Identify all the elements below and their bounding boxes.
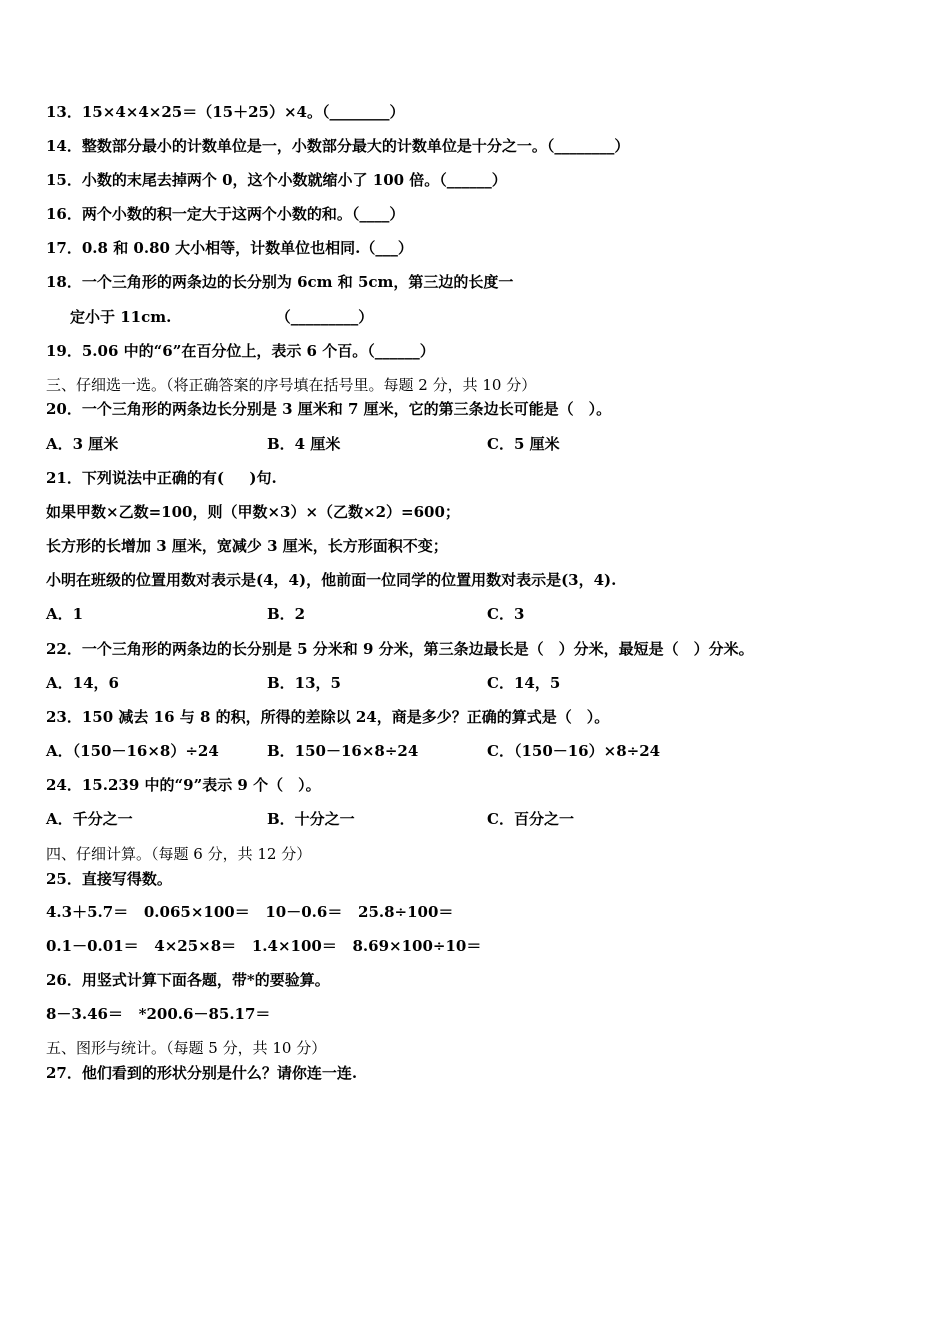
section-3-title: 三、仔细选一选。（将正确答案的序号填在括号里。每题 2 分，共 10 分） [46,376,537,394]
section-5-title: 五、图形与统计。（每题 5 分，共 10 分） [46,1039,327,1057]
question-18-line2: 定小于 11cm. （_________） [70,308,374,326]
question-21-option-c: C．3 [487,605,525,623]
question-20-option-b: B．4 厘米 [267,435,341,453]
question-25-row-1: 4.3＋5.7＝ 0.065×100＝ 10－0.6＝ 25.8÷100＝ [46,903,454,921]
question-23-option-b: B．150－16×8÷24 [267,742,419,760]
question-20-stem: 20．一个三角形的两条边长分别是 3 厘米和 7 厘米，它的第三条边长可能是（ ）。 [46,400,612,418]
question-23-option-c: C．（150－16）×8÷24 [487,742,661,760]
question-23-stem: 23．150 减去 16 与 8 的积，所得的差除以 24，商是多少？正确的算式是（ ）。 [46,708,610,726]
question-26-stem: 26．用竖式计算下面各题，带*的要验算。 [46,971,330,989]
question-24-option-b: B．十分之一 [267,810,355,828]
question-22-option-a: A．14，6 [46,674,119,692]
section-4-title: 四、仔细计算。（每题 6 分，共 12 分） [46,845,312,863]
question-24-option-a: A．千分之一 [46,810,133,828]
question-21-option-b: B．2 [267,605,306,623]
question-20-option-a: A．3 厘米 [46,435,119,453]
question-25-stem: 25．直接写得数。 [46,870,172,888]
question-17: 17．0.8 和 0.80 大小相等，计数单位也相同.（___） [46,239,413,257]
question-24-option-c: C．百分之一 [487,810,574,828]
question-27-stem: 27．他们看到的形状分别是什么？请你连一连. [46,1064,358,1082]
question-22-option-b: B．13，5 [267,674,341,692]
question-21-statement-1: 如果甲数×乙数=100，则（甲数×3）×（乙数×2）=600； [46,503,460,521]
question-23-option-a: A．（150－16×8）÷24 [46,742,219,760]
question-21-statement-2: 长方形的长增加 3 厘米，宽减少 3 厘米，长方形面积不变； [46,537,448,555]
question-20-option-c: C．5 厘米 [487,435,560,453]
question-21-stem: 21．下列说法中正确的有( )句. [46,469,277,487]
question-16: 16．两个小数的积一定大于这两个小数的和。（____） [46,205,405,223]
question-19: 19．5.06 中的“6”在百分位上，表示 6 个百。（______） [46,342,435,360]
question-24-stem: 24．15.239 中的“9”表示 9 个（ ）。 [46,776,321,794]
question-26-row: 8－3.46＝ *200.6－85.17＝ [46,1005,271,1023]
question-18-line1: 18．一个三角形的两条边的长分别为 6cm 和 5cm，第三边的长度一 [46,273,514,291]
question-21-statement-3: 小明在班级的位置用数对表示是(4，4)，他前面一位同学的位置用数对表示是(3，4). [46,571,617,589]
question-21-option-a: A．1 [46,605,84,623]
question-15: 15．小数的末尾去掉两个 0，这个小数就缩小了 100 倍。（______） [46,171,507,189]
question-13: 13．15×4×4×25＝（15＋25）×4。（________） [46,103,405,121]
question-22-stem: 22．一个三角形的两条边的长分别是 5 分米和 9 分米，第三条边最长是（ ）分米，最短是（ ）分米。 [46,640,754,658]
question-22-option-c: C．14，5 [487,674,561,692]
question-25-row-2: 0.1－0.01＝ 4×25×8＝ 1.4×100＝ 8.69×100÷10＝ [46,937,482,955]
question-14: 14．整数部分最小的计数单位是一，小数部分最大的计数单位是十分之一。（________） [46,137,630,155]
